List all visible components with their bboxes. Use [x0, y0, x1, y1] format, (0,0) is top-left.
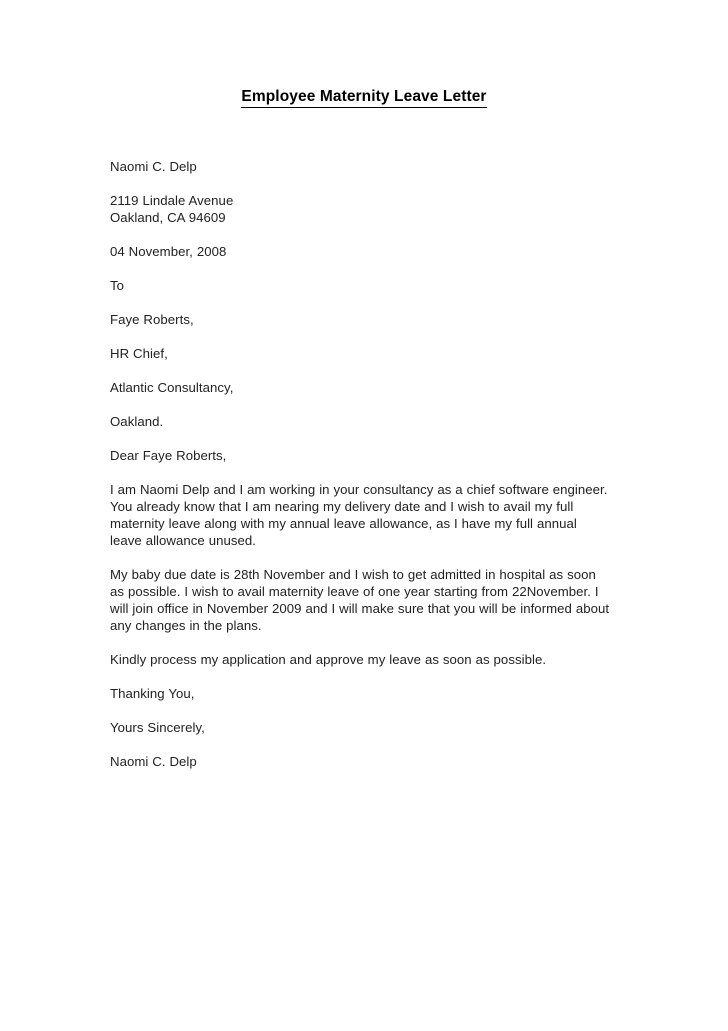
recipient-city: Oakland.: [110, 414, 164, 429]
signature-name-block: [110, 753, 612, 770]
sender-address-line-2: Oakland, CA 94609: [110, 210, 226, 225]
closing-thanks-block: [110, 685, 612, 702]
recipient-company: Atlantic Consultancy,: [110, 380, 234, 395]
recipient-to-label-block: [110, 277, 612, 294]
sender-address-block: [110, 192, 612, 226]
signature-name: Naomi C. Delp: [110, 754, 197, 769]
sender-address-line-1: 2119 Lindale Avenue: [110, 193, 234, 208]
body-paragraph-3: Kindly process my application and approve my leave as soon as possible.: [110, 652, 547, 667]
letter-body: [110, 158, 612, 770]
body-paragraph-1: I am Naomi Delp and I am working in your consultancy as a chief software engineer. You already know that I am nearing my delivery date and I wish to avail my full maternity leave along with my annual leave allowance, as I have my full annual leave allowance unused.: [110, 482, 608, 548]
closing-valediction-block: [110, 719, 612, 736]
page-title: [0, 88, 728, 108]
recipient-to-label: To: [110, 278, 125, 293]
body-paragraph-2: My baby due date is 28th November and I wish to get admitted in hospital as soon as possible. I wish to avail maternity leave of one year starting from 22November. I will join office in November 2009 and I will make sure that you will be informed about any changes in the plans.: [110, 567, 610, 633]
salutation: Dear Faye Roberts,: [110, 448, 227, 463]
recipient-name-block: [110, 311, 612, 328]
recipient-city-block: [110, 413, 612, 430]
closing-valediction: Yours Sincerely,: [110, 720, 205, 735]
page-title-text: Employee Maternity Leave Letter: [241, 88, 486, 108]
letter-date-block: [110, 243, 612, 260]
salutation-block: [110, 447, 612, 464]
sender-name-block: [110, 158, 612, 175]
recipient-designation: HR Chief,: [110, 346, 168, 361]
recipient-company-block: [110, 379, 612, 396]
recipient-name: Faye Roberts,: [110, 312, 194, 327]
sender-name: Naomi C. Delp: [110, 159, 197, 174]
closing-thanks: Thanking You,: [110, 686, 195, 701]
recipient-designation-block: [110, 345, 612, 362]
letter-date: 04 November, 2008: [110, 244, 227, 259]
